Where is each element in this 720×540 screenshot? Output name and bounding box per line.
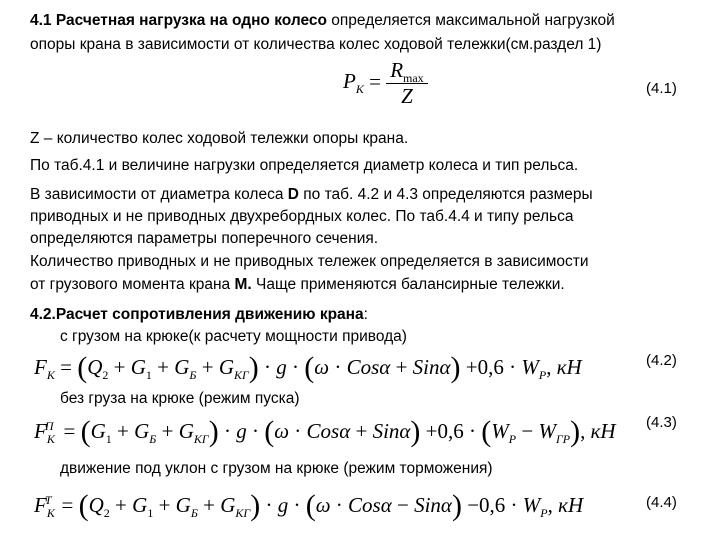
para-line-3: определяются параметры поперечного сечения. xyxy=(30,230,379,247)
tab-line: По таб.4.1 и величине нагрузки определяется диаметр колеса и тип рельса. xyxy=(30,157,579,174)
para-line-2: приводных и не приводных двухребордных колес. По таб.4.4 и типу рельса xyxy=(30,208,574,225)
formula-4-2: $F_K = (Q_2 + G_1 + G_Б + G_{КГ}) \cdot g \cdot (\omega \cdot Cos\alpha + Sin\alpha) +0,6 \cdot W_P$, кН xyxy=(34,351,582,384)
sec41-title-rest: определяется максимальной нагрузкой xyxy=(326,12,615,29)
moment-m: М. xyxy=(234,276,252,293)
sec41-line2: опоры крана в зависимости от количества колес ходовой тележки(см.раздел 1) xyxy=(30,36,602,53)
formula-4-4: $F_K^T = (Q_2 + G_1 + G_Б + G_{КГ}) \cdot g \cdot (\omega \cdot Cos\alpha - Sin\alpha) -0,6 \cdot W_P$, кН xyxy=(34,489,584,522)
f41-numerator: $R_{max}$ xyxy=(386,58,428,84)
para-line-1: В зависимости от диаметра колеса D по таб. 4.2 и 4.3 определяются размеры xyxy=(30,186,593,203)
case-3-label: движение под уклон с грузом на крюке (режим торможения) xyxy=(60,460,493,477)
formula-4-3: $F_K^П = (G_1 + G_Б + G_{КГ}) \cdot g \cdot (\omega \cdot Cos\alpha + Sin\alpha) +0,6 \cdot (W_P - W_{ГР})$, кН xyxy=(34,415,616,448)
sec42-title-line: 4.2.Расчет сопротивления движению крана: xyxy=(30,306,368,323)
sec42-title-bold: 4.2.Расчет сопротивления движению крана xyxy=(30,306,364,323)
para-line-4: Количество приводных и не приводных тележек определяется в зависимости xyxy=(30,253,589,270)
eq-number-4-2: (4.2) xyxy=(646,352,677,369)
formula-4-1 xyxy=(343,58,428,109)
f41-lhs: $P_K$ xyxy=(343,69,364,97)
z-definition: Z – количество колес ходовой тележки опоры крана. xyxy=(30,130,409,147)
case-2-label: без груза на крюке (режим пуска) xyxy=(60,390,300,407)
case-1-label: с грузом на крюке(к расчету мощности привода) xyxy=(60,328,407,345)
sec41-title-line xyxy=(30,10,615,32)
f41-denominator: Z xyxy=(401,84,413,108)
eq-number-4-3: (4.3) xyxy=(646,414,677,431)
sec41-title-bold: 4.1 Расчетная нагрузка на одно колесо xyxy=(30,12,327,29)
f41-fraction xyxy=(386,58,428,109)
eq-number-4-1: (4.1) xyxy=(646,80,677,97)
f41-eq-sign: = xyxy=(369,69,381,94)
diameter-d: D xyxy=(287,186,299,203)
eq-number-4-4: (4.4) xyxy=(646,494,677,511)
para-line-5: от грузового момента крана М. Чаще применяются балансирные тележки. xyxy=(30,276,565,293)
